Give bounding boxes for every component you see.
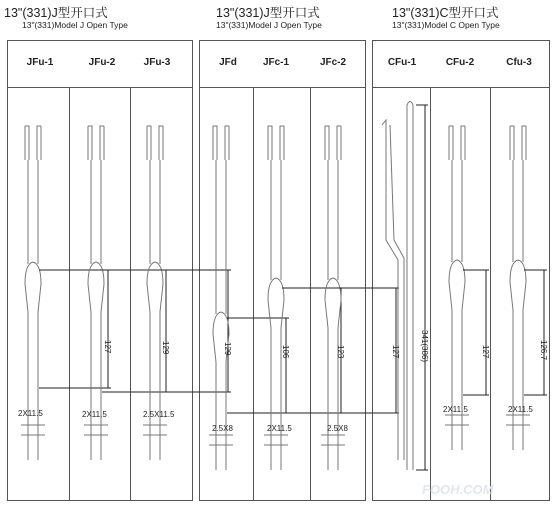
group-2-subtitle: 13"(331)Model J Open Type (216, 20, 322, 30)
group-3-subtitle: 13"(331)Model C Open Type (392, 20, 500, 30)
column-name: JFc-2 (319, 57, 347, 68)
column-name: CFu-1 (387, 57, 417, 68)
length-label: 127 (391, 345, 400, 359)
column-name: JFu-1 (26, 57, 54, 68)
column-name: JFu-2 (88, 57, 116, 68)
group-2-title: 13"(331)J型开口式 (216, 6, 320, 20)
column-name: JFc-1 (262, 57, 290, 68)
tip-label: 2X11.5 (82, 410, 107, 419)
length-label: 127 (481, 345, 490, 359)
tip-label: 2.5X11.5 (143, 410, 175, 419)
watermark: FOOH.COM (422, 482, 494, 497)
length-label: 127 (103, 340, 112, 354)
length-label: 126.7 (539, 340, 548, 361)
length-label: 341(386) (420, 330, 429, 363)
column-name: Cfu-3 (506, 57, 532, 68)
tip-label: 2X11.5 (18, 409, 43, 418)
length-label: 106 (281, 345, 290, 359)
column-name: JFu-3 (143, 57, 171, 68)
length-label: 129 (223, 342, 232, 356)
group-3-title: 13"(331)C型开口式 (392, 6, 499, 20)
column-name: JFd (219, 57, 237, 68)
column-name: CFu-2 (445, 57, 475, 68)
tip-label: 2X11.5 (508, 405, 533, 414)
group-1-subtitle: 13"(331)Model J Open Type (22, 20, 128, 30)
length-label: 123 (336, 345, 345, 359)
tip-label: 2.5X8 (212, 424, 233, 433)
tip-label: 2X11.5 (443, 405, 468, 414)
tip-label: 2.5X8 (327, 424, 348, 433)
tip-label: 2X11.5 (267, 424, 292, 433)
group-1-title: 13"(331)J型开口式 (4, 6, 108, 20)
length-label: 129 (161, 341, 170, 355)
